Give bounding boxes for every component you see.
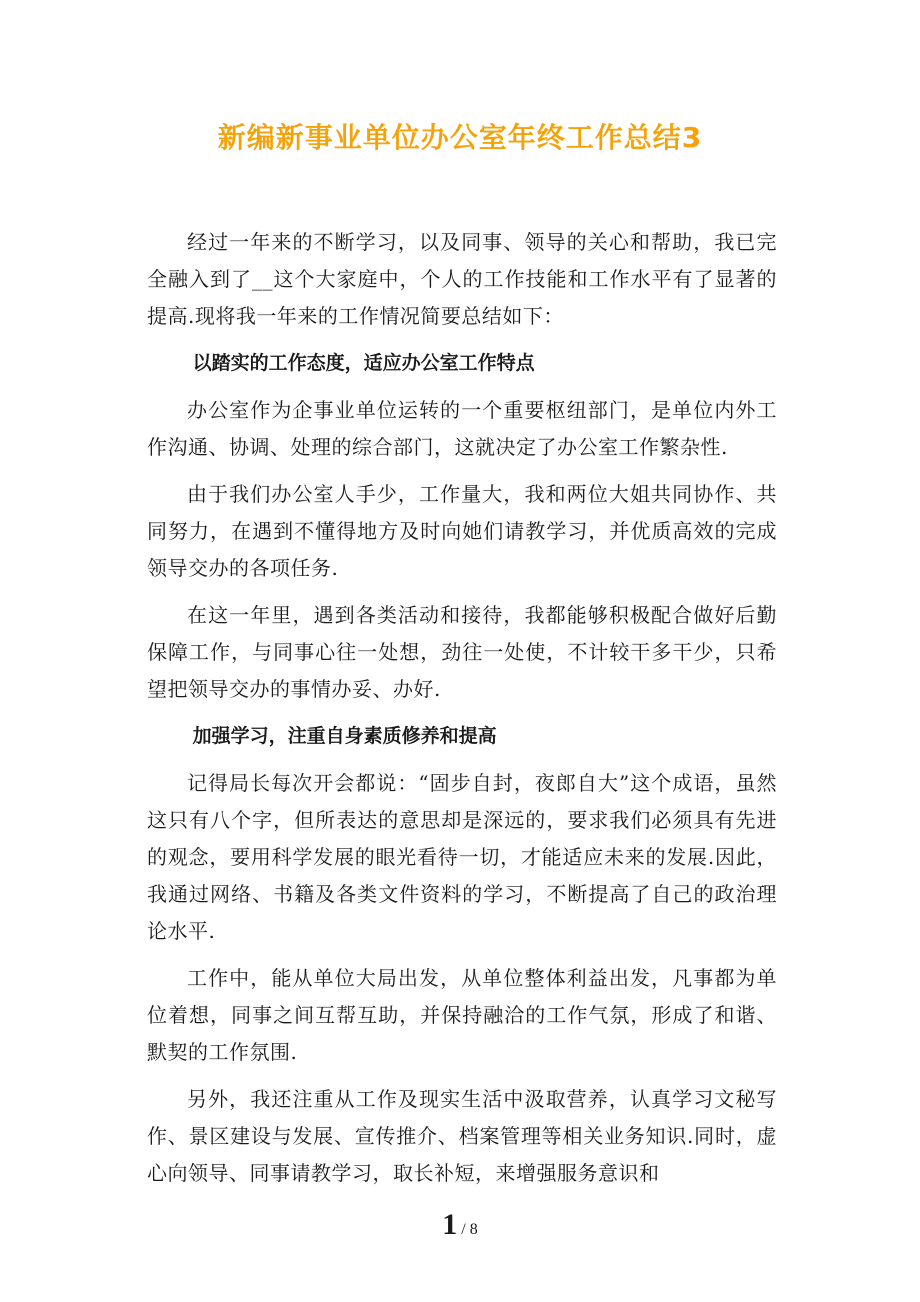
paragraph: 在这一年里，遇到各类活动和接待，我都能够积极配合做好后勤保障工作，与同事心往一处想，劲往一处使，不计较干多干少，只希望把领导交办的事情办妥、办好.: [147, 603, 777, 701]
current-page: 1: [442, 1208, 458, 1241]
page-number: [0, 1208, 920, 1242]
document-title: 新编新事业单位办公室年终工作总结3: [217, 121, 703, 154]
paragraph: 办公室作为企事业单位运转的一个重要枢纽部门，是单位内外工作沟通、协调、处理的综合部门，这就决定了办公室工作繁杂性.: [147, 398, 777, 459]
document-body: [147, 224, 777, 1202]
paragraph: 工作中，能从单位大局出发，从单位整体利益出发，凡事都为单位着想，同事之间互帮互助，并保持融洽的工作气氛，形成了和谐、默契的工作氛围.: [147, 966, 777, 1064]
total-pages: 8: [469, 1221, 478, 1238]
paragraph: 由于我们办公室人手少，工作量大，我和两位大姐共同协作、共同努力，在遇到不懂得地方及时向她们请教学习，并优质高效的完成领导交办的各项任务.: [147, 482, 777, 580]
page-separator: /: [461, 1221, 466, 1238]
paragraph: 记得局长每次开会都说：“固步自封，夜郎自大”这个成语，虽然这只有八个字，但所表达的意思却是深远的，要求我们必须具有先进的观念，要用科学发展的眼光看待一切，才能适应未来的发展.因此，我通过网络、书籍及各类文件资料的学习，不断提高了自己的政治理论水平.: [147, 771, 777, 943]
paragraph: 另外，我还注重从工作及现实生活中汲取营养，认真学习文秘写作、景区建设与发展、宣传推介、档案管理等相关业务知识.同时，虚心向领导、同事请教学习，取长补短，来增强服务意识和: [147, 1087, 777, 1185]
section-heading: 以踏实的工作态度，适应办公室工作特点: [192, 352, 535, 374]
section-heading: 加强学习，注重自身素质修养和提高: [192, 725, 497, 747]
paragraph: 经过一年来的不断学习，以及同事、领导的关心和帮助，我已完全融入到了__这个大家庭中，个人的工作技能和工作水平有了显著的提高.现将我一年来的工作情况简要总结如下：: [147, 230, 777, 328]
